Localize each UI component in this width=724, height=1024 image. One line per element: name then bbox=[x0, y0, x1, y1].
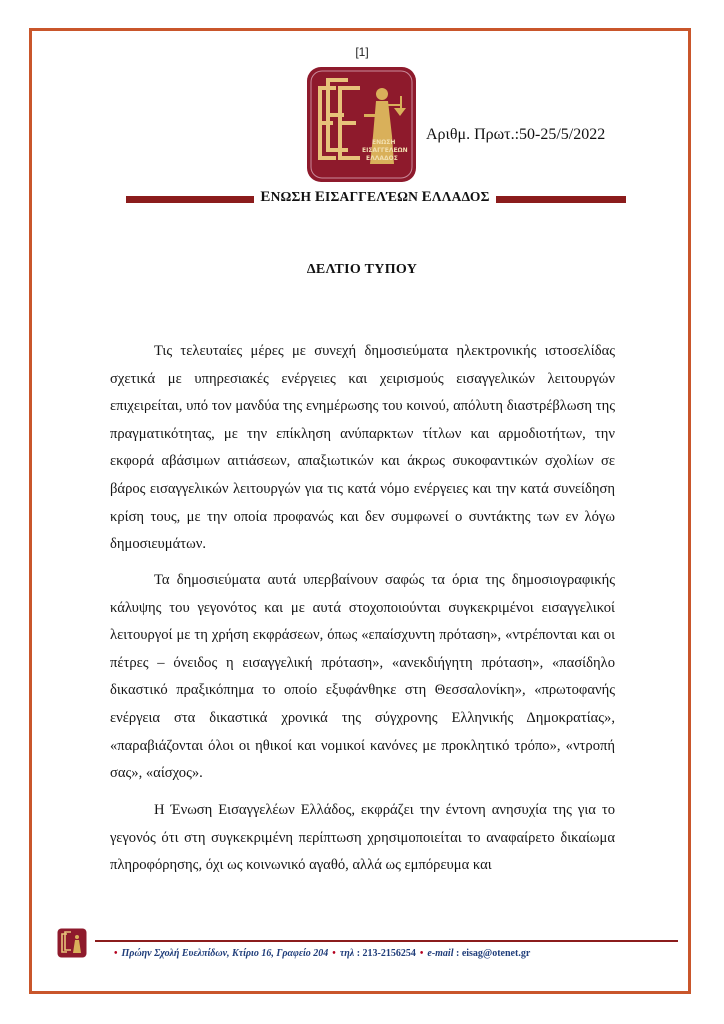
document-title: ΔΕΛΤΙΟ ΤΥΠΟΥ bbox=[306, 262, 418, 277]
body-paragraph-3: Η Ένωση Εισαγγελέων Ελλάδος, εκφράζει την έντονη ανησυχία της για το γεγονός ότι στη συγκεκριμένη περίπτωση χρησιμοποιείται το αναφαίρετο δικαίωμα πληροφόρησης, όχι ως κοινωνικό αγαθό, αλλά ως εμπόρευμα και bbox=[110, 802, 615, 874]
body-paragraph-2: Τα δημοσιεύματα αυτά υπερβαίνουν σαφώς τα όρια της δημοσιογραφικής κάλυψης του γεγονότος και με αυτά στοχοποιούνται συγκεκριμένοι εισαγγελικοί λειτουργοί με τη χρήση εκφράσεων, όπως «επαίσχυντη πρόταση», «ντρέπονται και οι πέτρες – όνειδος η εισαγγελική πρόταση», «ανεκδιήγητη πρόταση», «πασίδηλο δικαστικό πραξικόπημα το οποίο εξυφάνθηκε στη Θεσσαλονίκη», «πρωτοφανής ενέργεια στα δικαστικά χρονικά της σύγχρονης Ελληνικής Δημοκρατίας», «παραβιάζονται όλοι οι ηθικοί και νομικοί κανόνες με προκλητικό τρόπο», «ντροπή σας», «αίσχος». bbox=[110, 572, 615, 782]
footer-phone-label: τηλ bbox=[339, 948, 355, 959]
footer-bullet: • bbox=[419, 948, 424, 959]
logo-text-line-3: ΕΛΛΑΔΟΣ bbox=[366, 155, 398, 162]
body-paragraph-1: Τις τελευταίες μέρες με συνεχή δημοσιεύματα ηλεκτρονικής ιστοσελίδας σχετικά με υπηρεσιακές ενέργειες και χειρισμούς εισαγγελικών λειτουργών επιχειρείται, υπό τον μανδύα της ενημέρωσης του κοινού, απόλυτη διαστρέβλωση της πραγματικότητας, με την επίκληση ανύπαρκτων τίτλων και αρμοδιοτήτων, την εκφορά αβάσιμων αιτιάσεων, απαξιωτικών και άκρως συκοφαντικών σχολίων σε βάρος εισαγγελικών λειτουργών για τις κατά νόμο ενέργειες και την κατά συνείδηση κρίση τους, με την οποία προφανώς και δεν συμφωνεί ο συντάκτης των εν λόγω δημοσιευμάτων. bbox=[110, 343, 615, 553]
org-name: ΕΝΩΣΗ ΕΙΣΑΓΓΕΛΈΩΝ ΕΛΛΑΔΟΣ bbox=[260, 189, 490, 205]
logo-text-line-1: ΕΝΩΣΗ bbox=[372, 139, 396, 146]
footer-bullet: • bbox=[114, 948, 118, 959]
protocol-number: Αριθμ. Πρωτ.:50-25/5/2022 bbox=[426, 126, 606, 143]
org-header-row bbox=[0, 189, 724, 211]
association-logo bbox=[306, 66, 417, 183]
footer-address: Πρώην Σχολή Ευελπίδων, Κτίριο 16, Γραφείο 204 bbox=[121, 948, 329, 959]
left-decorative-rule bbox=[126, 196, 254, 203]
footer-email[interactable]: : eisag@otenet.gr bbox=[453, 948, 531, 959]
footer-email-label: e-mail bbox=[427, 948, 454, 959]
page-number: [1] bbox=[355, 45, 369, 59]
footer-rule bbox=[95, 940, 678, 942]
footer-phone: : 213-2156254 bbox=[354, 948, 416, 959]
logo-text-line-2: ΕΙΣΑΓΓΕΛΕΩΝ bbox=[362, 147, 408, 154]
footer-bullet: • bbox=[332, 948, 336, 959]
right-decorative-rule bbox=[496, 196, 626, 203]
footer-contact-info bbox=[110, 948, 650, 959]
footer-logo bbox=[57, 928, 87, 958]
